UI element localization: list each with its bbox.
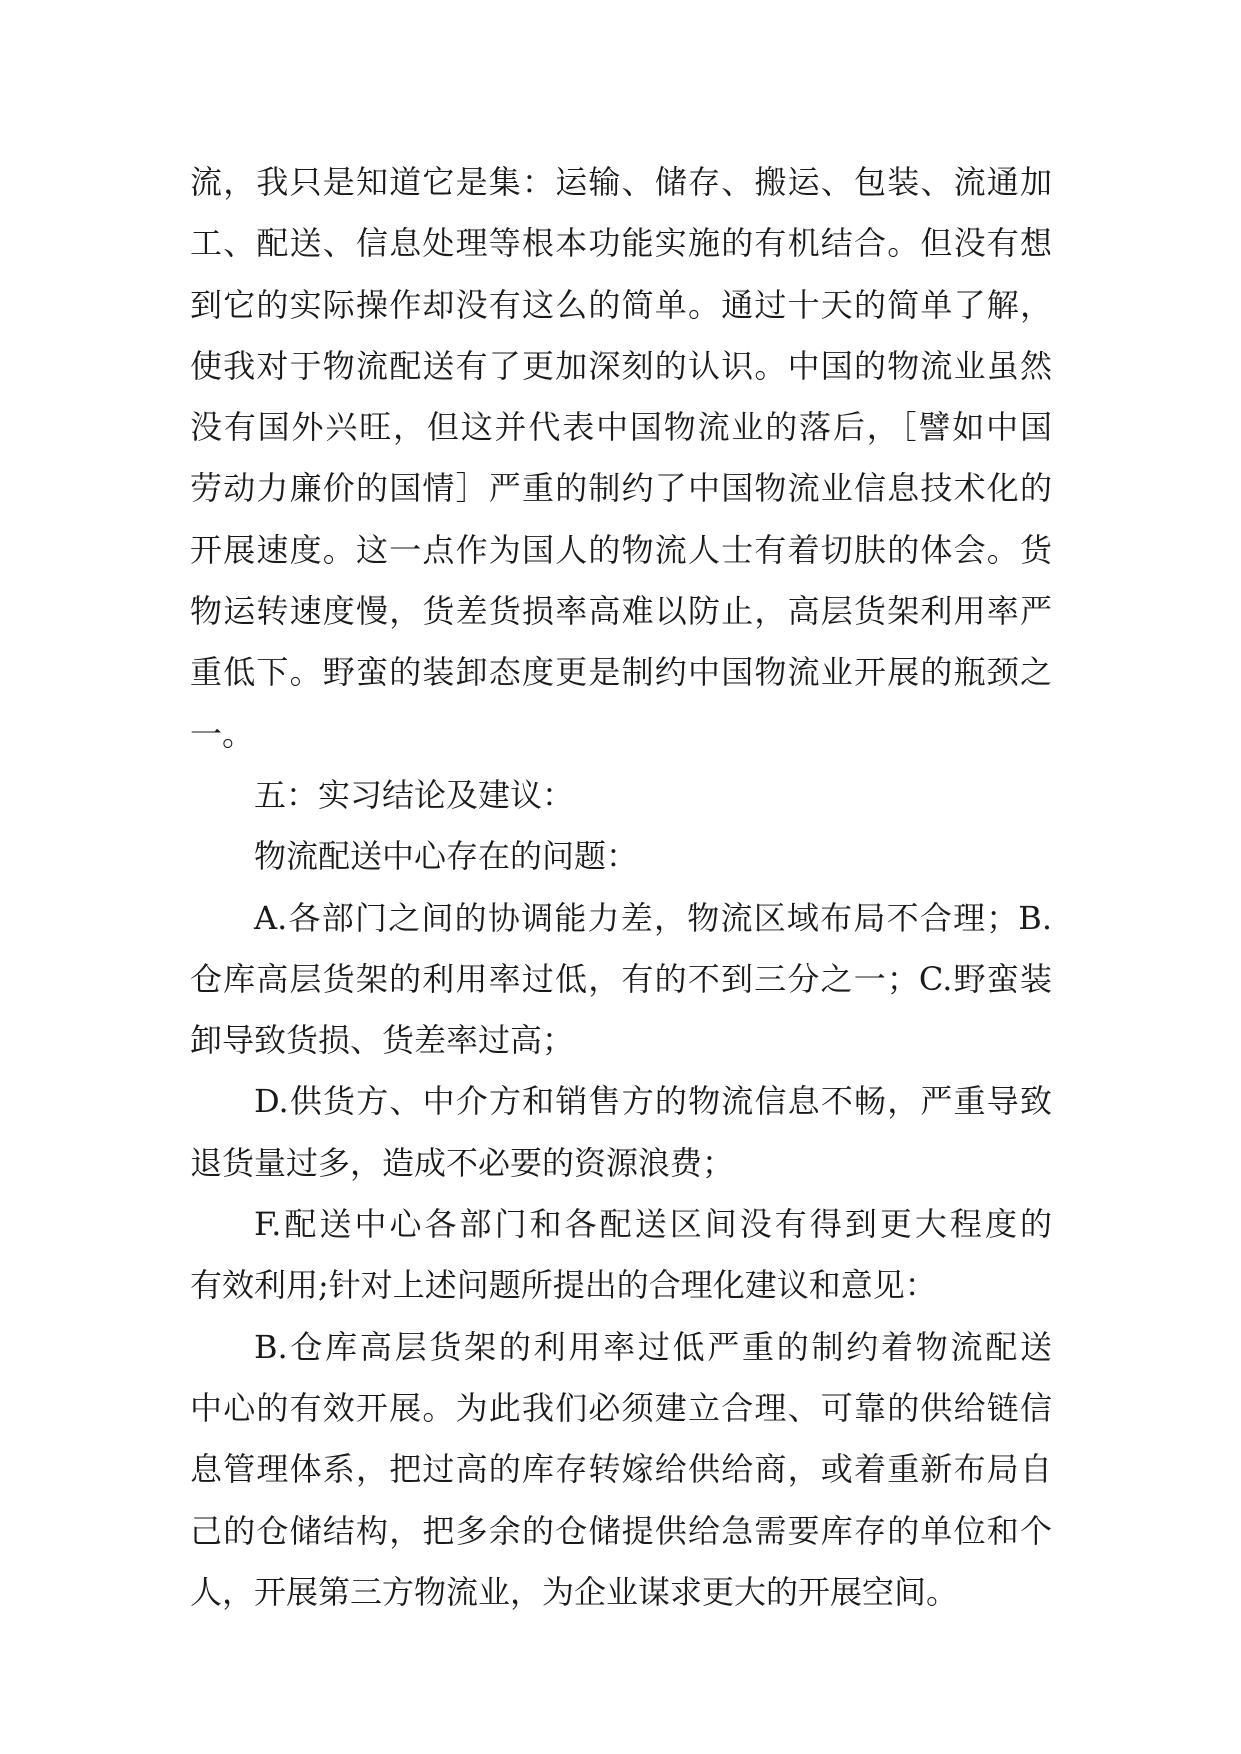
text-line: 重低下。野蛮的装卸态度更是制约中国物流业开展的瓶颈之 xyxy=(190,653,1052,692)
text-line: 仓库高层货架的利用率过低，有的不到三分之一；C.野蛮装 xyxy=(190,959,1052,998)
text-line: 劳动力廉价的国情］严重的制约了中国物流业信息技术化的 xyxy=(190,469,1052,508)
document-page xyxy=(190,152,1052,1623)
text-line: 人，开展第三方物流业，为企业谋求更大的开展空间。 xyxy=(190,1572,959,1611)
text-line: 一。 xyxy=(190,714,255,753)
text-line: 有效利用;针对上述问题所提出的合理化建议和意见： xyxy=(190,1266,937,1305)
text-line: 物运转速度慢，货差货损率高难以防止，高层货架利用率严 xyxy=(190,592,1052,631)
text-line: 退货量过多，造成不必要的资源浪费； xyxy=(190,1143,735,1182)
text-line: 中心的有效开展。为此我们必须建立合理、可靠的供给链信 xyxy=(190,1388,1052,1427)
text-line: 到它的实际操作却没有这么的简单。通过十天的简单了解， xyxy=(190,285,1052,324)
text-line: 息管理体系，把过高的库存转嫁给供给商，或着重新布局自 xyxy=(190,1450,1052,1489)
text-line: 物流配送中心存在的问题： xyxy=(254,837,639,876)
text-line: 卸导致货损、货差率过高； xyxy=(190,1021,575,1060)
text-line: F.配送中心各部门和各配送区间没有得到更大程度的 xyxy=(254,1205,1052,1244)
text-line: 己的仓储结构，把多余的仓储提供给急需要库存的单位和个 xyxy=(190,1511,1052,1550)
text-line: D.供货方、中介方和销售方的物流信息不畅，严重导致 xyxy=(254,1082,1052,1121)
text-line: 使我对于物流配送有了更加深刻的认识。中国的物流业虽然 xyxy=(190,346,1052,385)
text-line: 开展速度。这一点作为国人的物流人士有着切肤的体会。货 xyxy=(190,530,1052,569)
text-line: 工、配送、信息处理等根本功能实施的有机结合。但没有想 xyxy=(190,224,1052,263)
text-line: 五：实习结论及建议： xyxy=(254,775,575,814)
text-line: B.仓库高层货架的利用率过低严重的制约着物流配送 xyxy=(254,1327,1052,1366)
text-line: 流，我只是知道它是集：运输、储存、搬运、包装、流通加 xyxy=(190,163,1052,201)
text-line: A.各部门之间的协调能力差，物流区域布局不合理；B. xyxy=(254,898,1052,937)
text-line: 没有国外兴旺，但这并代表中国物流业的落后，［譬如中国 xyxy=(190,408,1052,447)
